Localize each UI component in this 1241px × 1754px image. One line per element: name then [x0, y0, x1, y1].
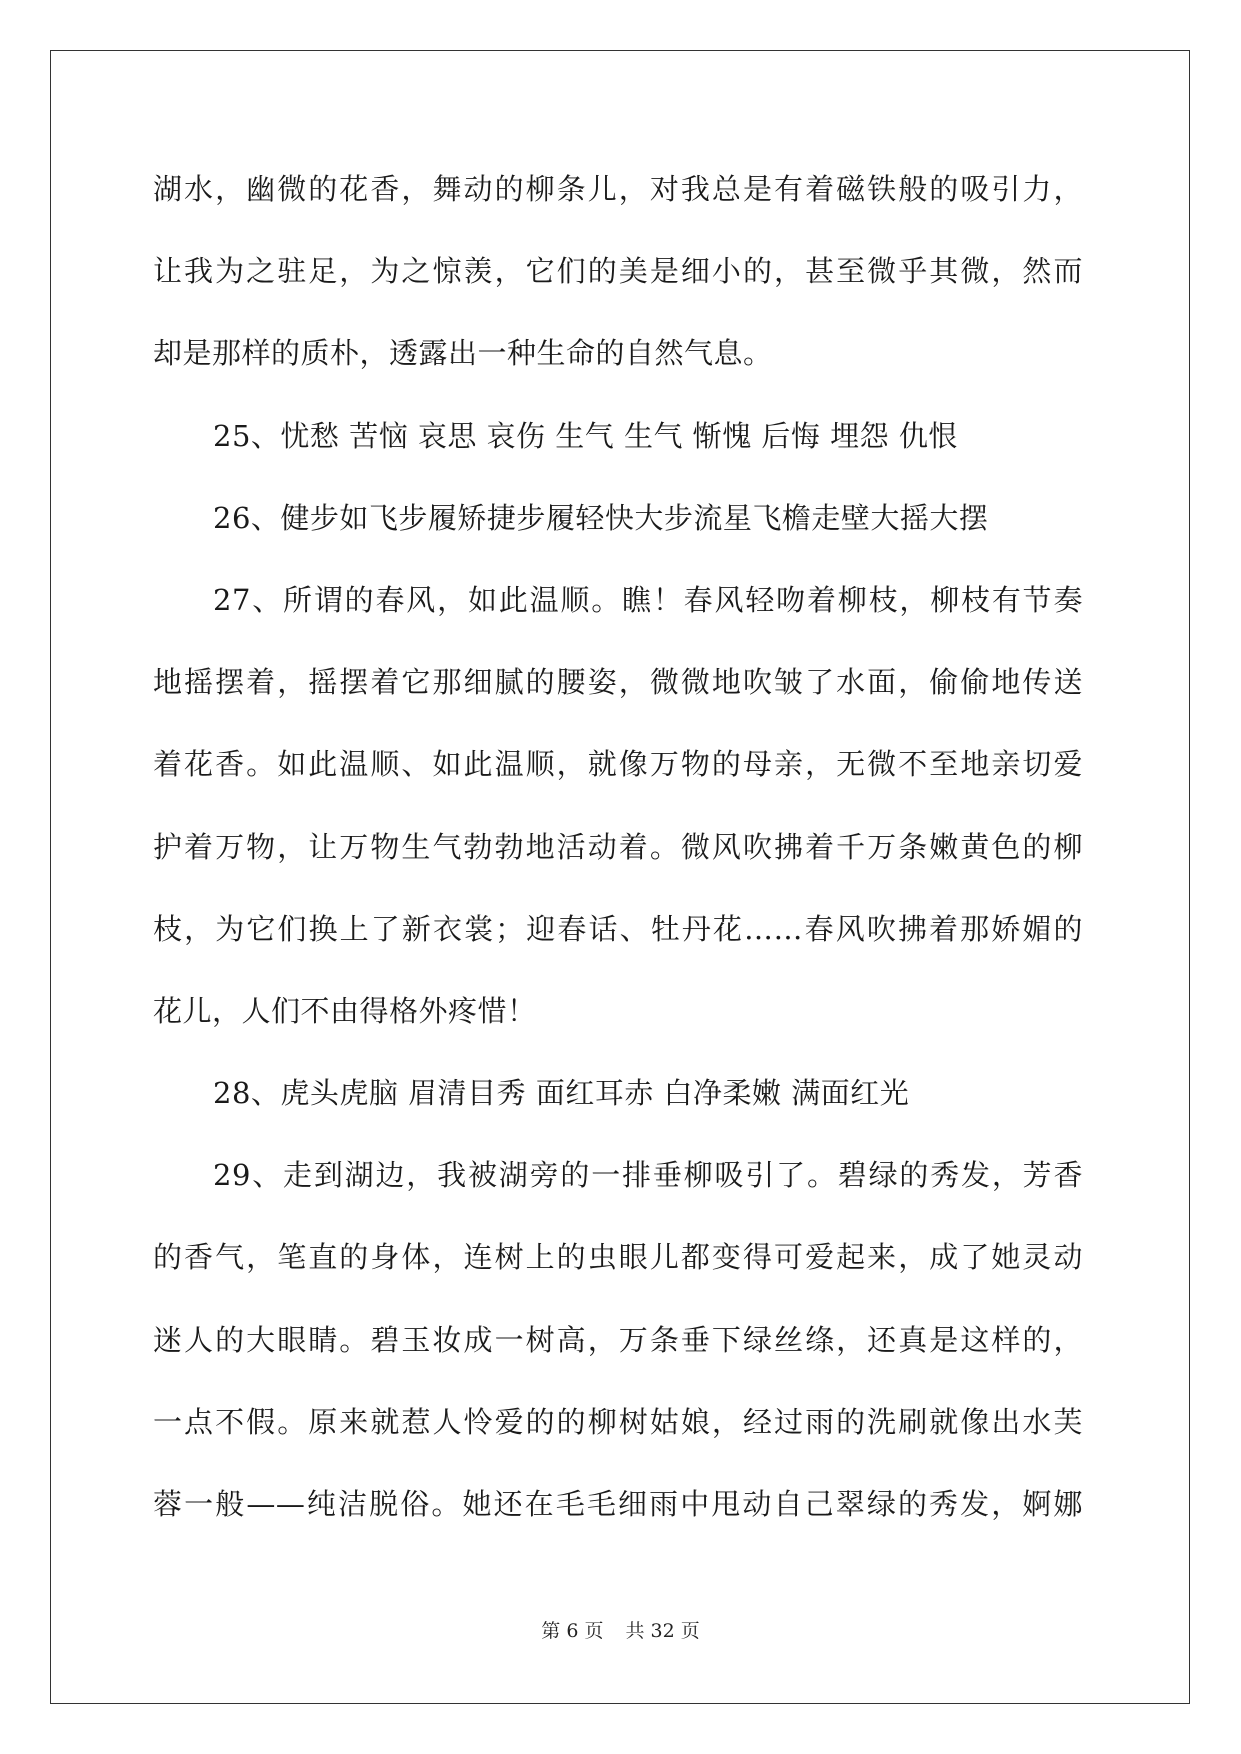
text-line: 地摇摆着，摇摆着它那细腻的腰姿，微微地吹皱了水面，偷偷地传送	[153, 665, 1083, 700]
text-line: 枝，为它们换上了新衣裳；迎春话、牡丹花……春风吹拂着那娇媚的	[153, 911, 1083, 946]
text-line: 29、走到湖边，我被湖旁的一排垂柳吸引了。碧绿的秀发，芳香	[213, 1158, 1083, 1193]
text-line: 让我为之驻足，为之惊羡，它们的美是细小的，甚至微乎其微，然而	[153, 254, 1083, 289]
text-line: 却是那样的质朴，透露出一种生命的自然气息。	[153, 336, 773, 371]
text-line: 27、所谓的春风，如此温顺。瞧！春风轻吻着柳枝，柳枝有节奏	[213, 582, 1083, 617]
text-line: 花儿，人们不由得格外疼惜！	[153, 993, 537, 1028]
text-line: 的香气，笔直的身体，连树上的虫眼儿都变得可爱起来，成了她灵动	[153, 1240, 1083, 1275]
text-line: 护着万物，让万物生气勃勃地活动着。微风吹拂着千万条嫩黄色的柳	[153, 829, 1083, 864]
page-number-current: 第 6 页	[541, 1620, 604, 1642]
document-body	[153, 168, 1083, 1565]
text-line: 迷人的大眼睛。碧玉妆成一树高，万条垂下绿丝绦，还真是这样的，	[153, 1322, 1083, 1357]
page-number-total: 共 32 页	[625, 1620, 700, 1642]
text-line: 蓉一般——纯洁脱俗。她还在毛毛细雨中甩动自己翠绿的秀发，婀娜	[153, 1487, 1083, 1521]
page-footer	[0, 1616, 1241, 1643]
text-line: 25、忧愁 苦恼 哀思 哀伤 生气 生气 惭愧 后悔 埋怨 仇恨	[213, 418, 958, 453]
text-line: 着花香。如此温顺、如此温顺，就像万物的母亲，无微不至地亲切爱	[153, 747, 1083, 782]
text-line: 一点不假。原来就惹人怜爱的的柳树姑娘，经过雨的洗刷就像出水芙	[153, 1404, 1083, 1439]
text-line: 湖水，幽微的花香，舞动的柳条儿，对我总是有着磁铁般的吸引力，	[153, 172, 1083, 206]
text-line: 26、健步如飞步履矫捷步履轻快大步流星飞檐走壁大摇大摆	[213, 500, 989, 535]
text-line: 28、虎头虎脑 眉清目秀 面红耳赤 白净柔嫩 满面红光	[213, 1076, 910, 1111]
